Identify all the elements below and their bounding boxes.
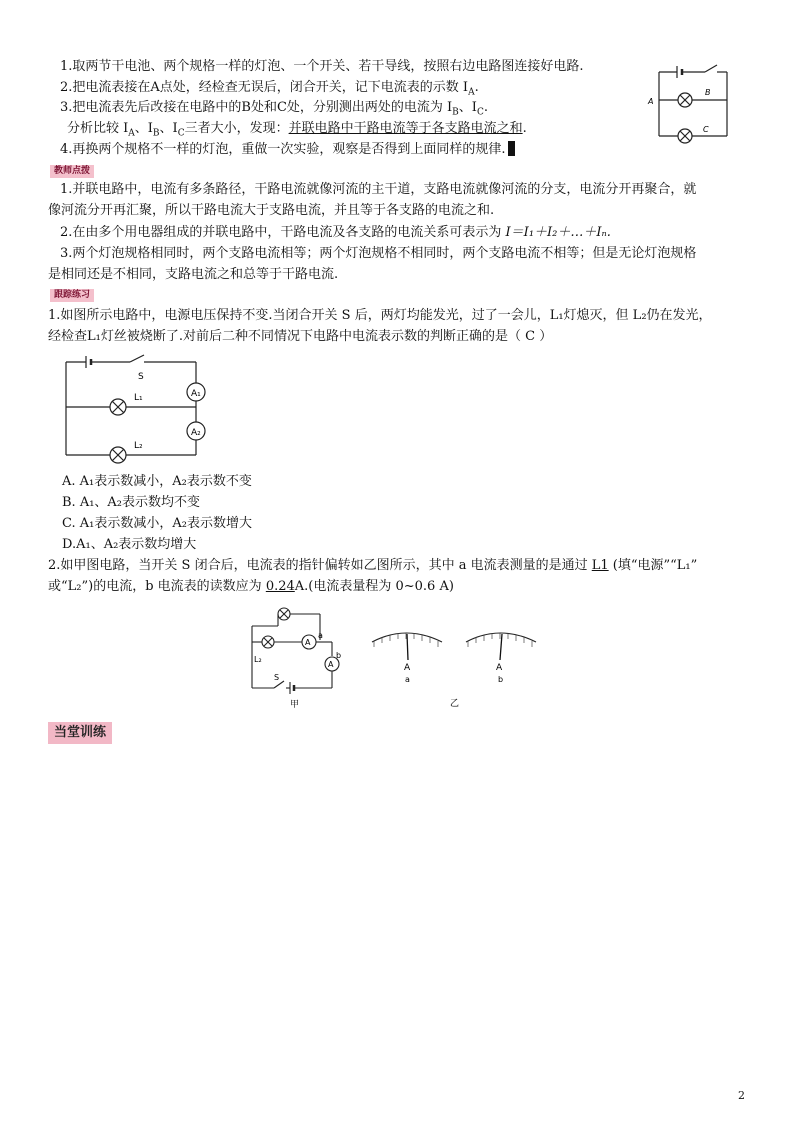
section-tag-practice: 当堂训练 — [48, 722, 112, 744]
q1-option-d: D.A₁、A₂表示数均增大 — [62, 537, 197, 552]
q1-lamp1-label: L₁ — [134, 393, 143, 403]
q1-meter1-label: A₁ — [191, 389, 201, 399]
teacher-p1b: 像河流分开再汇聚，所以干路电流大于支路电流，并且等于各支路的电流之和. — [48, 203, 495, 218]
teacher-p2: 2.在由多个用电器组成的并联电路中，干路电流及各支路的电流关系可表示为 I＝I₁＋I₂＋…＋Iₙ. — [60, 225, 611, 240]
meter-a-needle — [407, 634, 408, 660]
teacher-p3b: 是相同还是不相同，支路电流之和总等于干路电流. — [48, 267, 339, 282]
q2-circuit-jia — [246, 604, 346, 714]
parallel-circuit-diagram — [645, 62, 740, 154]
teacher-p1a: 1.并联电路中，电流有多条路径，干路电流就像河流的主干道，支路电流就像河流的分支，电流分开再聚合，就 — [60, 182, 697, 197]
q1-option-a: A. A₁表示数减小，A₂表示数不变 — [62, 474, 252, 489]
q1-switch-label: S — [138, 372, 144, 382]
svg-text:A: A — [305, 638, 311, 647]
svg-text:C: C — [703, 125, 709, 134]
current-formula: I＝I₁＋I₂＋…＋Iₙ. — [505, 225, 611, 240]
svg-text:A: A — [496, 663, 503, 673]
q1-circuit-diagram — [58, 352, 210, 464]
teacher-tips-tag: 教师点拨 — [50, 165, 94, 178]
text-cursor — [508, 141, 515, 156]
practice-tag: 跟踪练习 — [50, 289, 94, 302]
procedure-step1: 1.取两节干电池、两个规格一样的灯泡、一个开关、若干导线，按照右边电路图连接好电路. — [60, 59, 584, 74]
q2-line2: 或“L₂”)的电流，b 电流表的读数应为 0.24A.(电流表量程为 0~0.6 A) — [48, 579, 454, 594]
analysis-conclusion: 并联电路中干路电流等于各支路电流之和 — [288, 121, 523, 136]
q1-lamp2-label: L₂ — [134, 441, 143, 451]
q1-option-c: C. A₁表示数减小，A₂表示数增大 — [62, 516, 252, 531]
fig-jia-label: 甲 — [290, 700, 300, 710]
q1-meter2-label: A₂ — [191, 428, 201, 438]
procedure-step3: 3.把电流表先后改接在电路中的B处和C处，分别测出两处的电流为 $I_B$、$I_C$. — [60, 100, 488, 118]
page-number: 2 — [738, 1089, 745, 1102]
svg-text:L₂: L₂ — [254, 655, 262, 664]
q1-line1: 1.如图所示电路中，电源电压保持不变.当闭合开关 S 后，两灯均能发光，过了一会儿，L₁灯熄灭，但 L₂仍在发光， — [48, 308, 712, 323]
svg-text:S: S — [274, 673, 280, 682]
fig-yi-label: 乙 — [450, 699, 460, 709]
meter-b-label: b — [498, 675, 504, 684]
procedure-analysis: 分析比较 $I_A$、$I_B$、$I_C$三者大小，发现：并联电路中干路电流等于各支路电流之和. — [67, 121, 527, 139]
svg-text:b: b — [336, 651, 342, 660]
procedure-step2: 2.把电流表接在A点处，经检查无误后，闭合开关，记下电流表的示数 $I_A$. — [60, 80, 479, 98]
q2-line1: 2.如甲图电路，当开关 S 闭合后，电流表的指针偏转如乙图所示，其中 a 电流表测量的是通过 L1 (填“电源”“L₁” — [48, 558, 698, 573]
svg-text:A: A — [648, 97, 654, 106]
procedure-step4: 4.再换两个规格不一样的灯泡，重做一次实验，观察是否得到上面同样的规律. — [60, 141, 515, 159]
meter-a-label: a — [405, 675, 410, 684]
q2-answer1: L1 — [591, 558, 609, 573]
svg-text:B: B — [705, 88, 711, 97]
q1-line2: 经检查L₁灯丝被烧断了.对前后二种不同情况下电路中电流表示数的判断正确的是（ C ） — [48, 329, 553, 344]
svg-text:A: A — [404, 663, 411, 673]
q2-meters-yi — [364, 612, 554, 712]
q1-option-b: B. A₁、A₂表示数均不变 — [62, 495, 201, 510]
teacher-p3a: 3.两个灯泡规格相同时，两个支路电流相等；两个灯泡规格不相同时，两个支路电流不相等；但是无论灯泡规格 — [60, 246, 697, 261]
q2-answer2: 0.24 — [265, 579, 295, 594]
svg-text:a: a — [318, 631, 323, 640]
svg-text:A: A — [328, 660, 334, 669]
